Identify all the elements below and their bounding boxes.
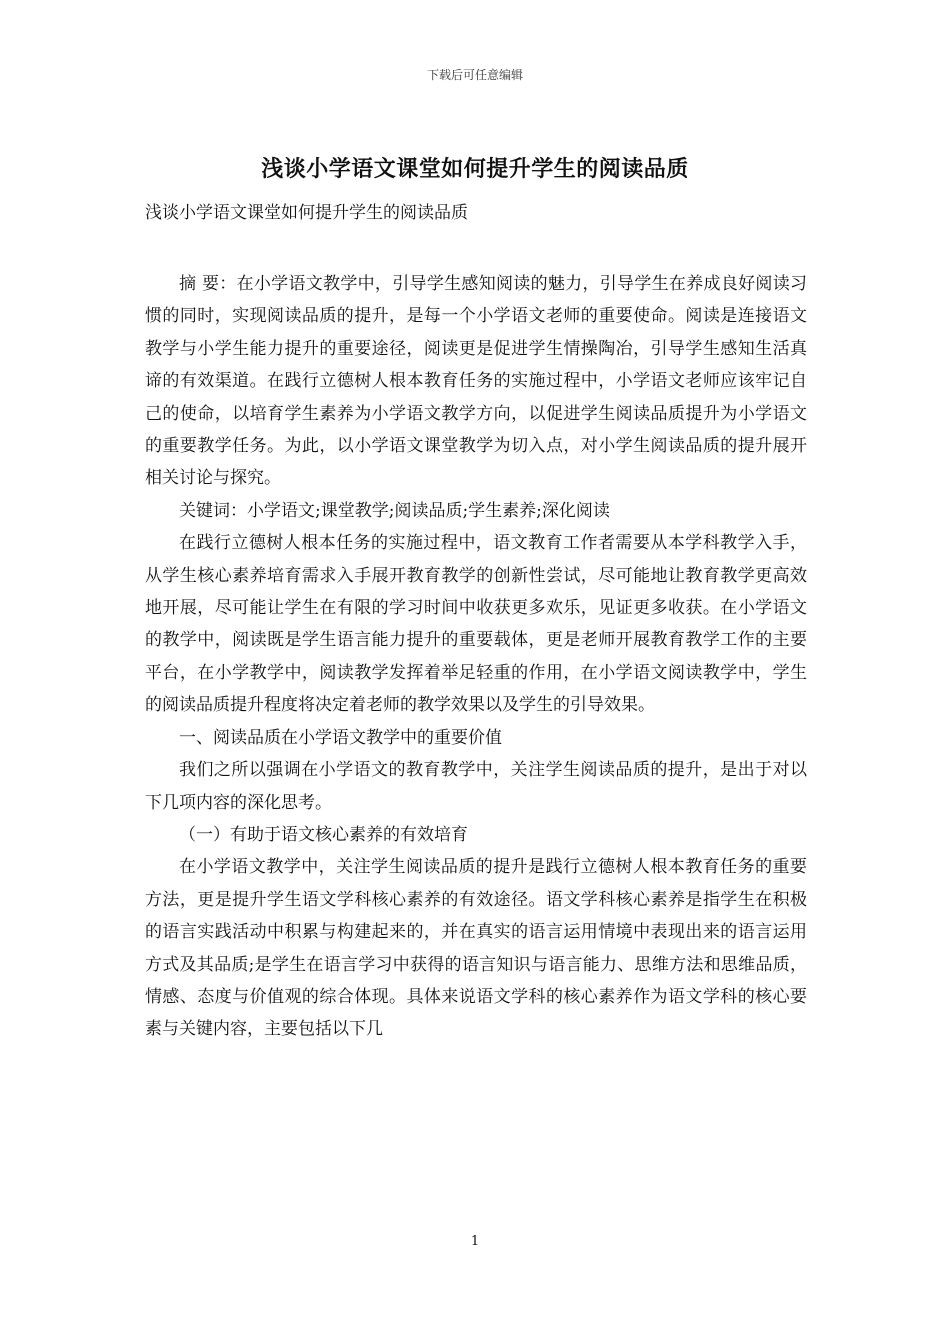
body-paragraph: 我们之所以强调在小学语文的教育教学中，关注学生阅读品质的提升，是出于对以下几项内容的深化思考。 [145, 760, 807, 813]
document-body [145, 196, 807, 1046]
section-heading: 一、阅读品质在小学语文教学中的重要价值 [179, 727, 502, 748]
spacer [145, 230, 807, 268]
document-title: 浅谈小学语文课堂如何提升学生的阅读品质 [261, 156, 689, 182]
page-number: 1 [470, 1234, 480, 1249]
keywords-paragraph: 关键词：小学语文;课堂教学;阅读品质;学生素养;深化阅读 [179, 500, 610, 521]
body-paragraph: 在小学语文教学中，关注学生阅读品质的提升是践行立德树人根本教育任务的重要方法，更是提升学生语文学科核心素养的有效途径。语文学科核心素养是指学生在积极的语言实践活动中积累与构建起来的，并在真实的语言运用情境中表现出来的语言运用方式及其品质;是学生在语言学习中获得的语言知识与语言能力、思维方法和思维品质，情感、态度与价值观的综合体现。具体来说语文学科的核心素养作为语文学科的核心要素与关键内容，主要包括以下几 [145, 857, 807, 1040]
body-paragraph: 在践行立德树人根本任务的实施过程中，语文教育工作者需要从本学科教学入手，从学生核心素养培育需求入手展开教育教学的创新性尝试，尽可能地让教育教学更高效地开展，尽可能让学生在有限的学习时间中收获更多欢乐，见证更多收获。在小学语文的教学中，阅读既是学生语言能力提升的重要载体，更是老师开展教育教学工作的主要平台，在小学教学中，阅读教学发挥着举足轻重的作用，在小学语文阅读教学中，学生的阅读品质提升程度将决定着老师的教学效果以及学生的引导效果。 [145, 533, 807, 716]
document-subtitle: 浅谈小学语文课堂如何提升学生的阅读品质 [145, 203, 468, 223]
abstract-paragraph: 摘 要：在小学语文教学中，引导学生感知阅读的魅力，引导学生在养成良好阅读习惯的同时，实现阅读品质的提升，是每一个小学语文老师的重要使命。阅读是连接语文教学与小学生能力提升的重要途径，阅读更是促进学生情操陶冶，引导学生感知生活真谛的有效渠道。在践行立德树人根本教育任务的实施过程中，小学语文老师应该牢记自己的使命，以培育学生素养为小学语文教学方向，以促进学生阅读品质提升为小学语文的重要教学任务。为此，以小学语文课堂教学为切入点，对小学生阅读品质的提升展开相关讨论与探究。 [145, 274, 807, 489]
subsection-heading: （一）有助于语文核心素养的有效培育 [179, 824, 468, 845]
header-note: 下载后可任意编辑 [426, 68, 523, 82]
